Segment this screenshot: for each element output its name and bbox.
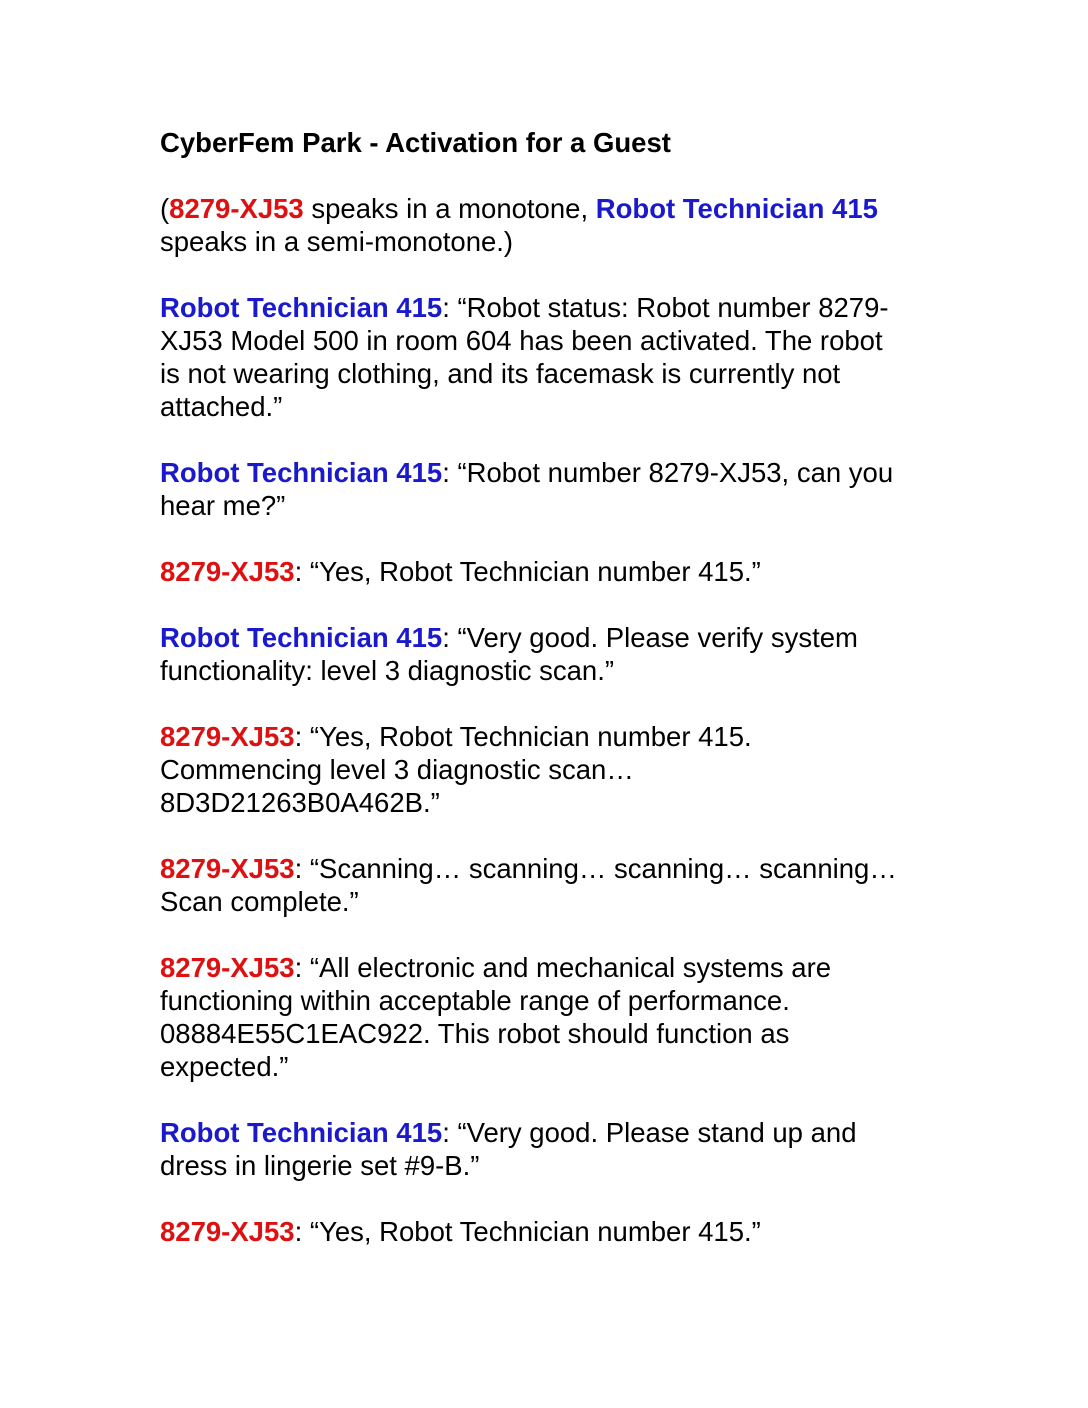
dialogue-text: Scan complete.” <box>160 886 359 917</box>
intro-mid-text: speaks in a monotone, <box>303 193 596 224</box>
dialogue-text: “Robot number 8279-XJ53, can you <box>457 457 894 488</box>
speaker-name: Robot Technician 415 <box>160 457 443 488</box>
speaker-name: 8279-XJ53 <box>160 853 295 884</box>
dialogue-line <box>160 786 940 819</box>
dialogue-entry <box>160 720 940 819</box>
speaker-name: Robot Technician 415 <box>160 292 443 323</box>
speaker-separator: : <box>294 853 310 884</box>
dialogue-entry <box>160 852 940 918</box>
dialogue-text: hear me?” <box>160 490 286 521</box>
dialogue-text: is not wearing clothing, and its facemask is currently not <box>160 358 841 389</box>
dialogue-line <box>160 324 940 357</box>
speaker-name: 8279-XJ53 <box>160 1216 295 1247</box>
dialogue-line <box>160 621 940 654</box>
dialogue-text: “Very good. Please verify system <box>457 622 858 653</box>
dialogue-entry <box>160 1116 940 1182</box>
robot-speaker-name: 8279-XJ53 <box>169 193 304 224</box>
dialogue-text: “Robot status: Robot number 8279- <box>457 292 889 323</box>
speaker-separator: : <box>294 721 310 752</box>
dialogue-text: functionality: level 3 diagnostic scan.” <box>160 655 614 686</box>
dialogue-text: “All electronic and mechanical systems are <box>309 952 832 983</box>
speaker-separator: : <box>442 1117 458 1148</box>
dialogue-entry <box>160 555 940 588</box>
dialogue-entry <box>160 1215 940 1248</box>
dialogue-line <box>160 951 940 984</box>
dialogue-text: 8D3D21263B0A462B.” <box>160 787 440 818</box>
dialogue-line <box>160 1215 940 1248</box>
dialogue-line <box>160 357 940 390</box>
intro-line-2: speaks in a semi-monotone.) <box>160 226 514 257</box>
dialogue-line <box>160 1050 940 1083</box>
dialogue-text: 08884E55C1EAC922. This robot should function as <box>160 1018 790 1049</box>
intro-open-paren: ( <box>160 193 170 224</box>
dialogue-line <box>160 390 940 423</box>
dialogue-line <box>160 1017 940 1050</box>
dialogue-entry <box>160 291 940 423</box>
intro-paragraph <box>160 192 940 258</box>
dialogue-line <box>160 753 940 786</box>
dialogue-text: functioning within acceptable range of performance. <box>160 985 790 1016</box>
dialogue-text: Commencing level 3 diagnostic scan… <box>160 754 634 785</box>
dialogue-text: “Yes, Robot Technician number 415. <box>309 721 752 752</box>
document-page <box>160 126 940 1248</box>
speaker-separator: : <box>442 457 458 488</box>
dialogue-text: “Very good. Please stand up and <box>457 1117 857 1148</box>
dialogue-text: attached.” <box>160 391 283 422</box>
speaker-name: 8279-XJ53 <box>160 952 295 983</box>
dialogue-line <box>160 885 940 918</box>
dialogue-text: dress in lingerie set #9-B.” <box>160 1150 480 1181</box>
dialogue-text: “Yes, Robot Technician number 415.” <box>309 1216 761 1247</box>
intro-line-1 <box>160 192 940 225</box>
dialogue-text: expected.” <box>160 1051 289 1082</box>
dialogue-line <box>160 1116 940 1149</box>
dialogue-text: “Scanning… scanning… scanning… scanning… <box>309 853 897 884</box>
speaker-name: 8279-XJ53 <box>160 721 295 752</box>
dialogue-line <box>160 1149 940 1182</box>
dialogue-line <box>160 984 940 1017</box>
dialogue-text: “Yes, Robot Technician number 415.” <box>309 556 761 587</box>
dialogue-line <box>160 456 940 489</box>
speaker-separator: : <box>442 622 458 653</box>
dialogue-entry <box>160 621 940 687</box>
dialogue-line <box>160 489 940 522</box>
speaker-separator: : <box>294 952 310 983</box>
dialogue-entry <box>160 951 940 1083</box>
speaker-separator: : <box>442 292 458 323</box>
dialogue-line <box>160 720 940 753</box>
dialogue-text: XJ53 Model 500 in room 604 has been activated. The robot <box>160 325 883 356</box>
speaker-name: 8279-XJ53 <box>160 556 295 587</box>
document-title: CyberFem Park - Activation for a Guest <box>160 127 671 158</box>
speaker-separator: : <box>294 1216 310 1247</box>
speaker-separator: : <box>294 556 310 587</box>
dialogue-line <box>160 291 940 324</box>
dialogue-line <box>160 852 940 885</box>
technician-speaker-name: Robot Technician 415 <box>595 193 878 224</box>
dialogue-line <box>160 654 940 687</box>
speaker-name: Robot Technician 415 <box>160 622 443 653</box>
dialogue-list <box>160 291 940 1248</box>
dialogue-line <box>160 555 940 588</box>
speaker-name: Robot Technician 415 <box>160 1117 443 1148</box>
dialogue-entry <box>160 456 940 522</box>
